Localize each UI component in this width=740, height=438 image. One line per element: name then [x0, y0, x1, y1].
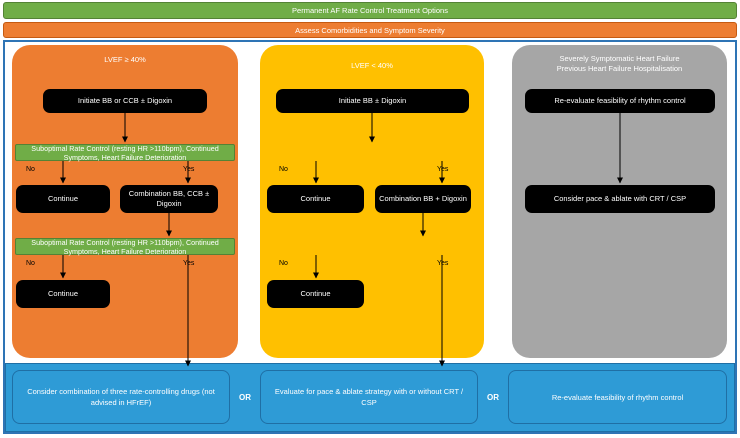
left-decision1-bar: Suboptimal Rate Control (resting HR >110bpm), Continued Symptoms, Heart Failure Deterioration — [15, 144, 235, 161]
left-escalate1-box: Combination BB, CCB ± Digoxin — [120, 185, 218, 213]
left-decision2-bar: Suboptimal Rate Control (resting HR >110bpm), Continued Symptoms, Heart Failure Deterioration — [15, 238, 235, 255]
outcome-option-3: Re-evaluate feasibility of rhythm control — [508, 370, 727, 424]
column-lvef-reduced-title: LVEF < 40% — [351, 61, 393, 70]
right-step1-box: Re-evaluate feasibility of rhythm control — [525, 89, 715, 113]
outcome-option-1: Consider combination of three rate-controlling drugs (not advised in HFrEF) — [12, 370, 230, 424]
left-yes1-label: Yes — [183, 166, 195, 173]
subtitle-banner: Assess Comorbidities and Symptom Severity — [3, 22, 737, 38]
right-step2-box: Consider pace & ablate with CRT / CSP — [525, 185, 715, 213]
middle-continue2-box: Continue — [267, 280, 364, 308]
left-step1-box: Initiate BB or CCB ± Digoxin — [43, 89, 207, 113]
middle-yes1-label: Yes — [437, 166, 449, 173]
column-severe-hf-title-1: Severely Symptomatic Heart Failure — [559, 54, 680, 63]
middle-step1-box: Initiate BB ± Digoxin — [276, 89, 469, 113]
middle-yes2-label: Yes — [437, 260, 449, 267]
left-no2-label: No — [26, 260, 35, 267]
left-yes2-label: Yes — [183, 260, 195, 267]
or-label-1: OR — [239, 392, 251, 402]
outcome-option-2: Evaluate for pace & ablate strategy with or without CRT / CSP — [260, 370, 478, 424]
middle-escalate1-box: Combination BB + Digoxin — [375, 185, 471, 213]
middle-no1-label: No — [279, 166, 288, 173]
column-lvef-preserved-title: LVEF ≥ 40% — [104, 55, 146, 64]
middle-no2-label: No — [279, 260, 288, 267]
title-banner: Permanent AF Rate Control Treatment Options — [3, 2, 737, 19]
left-continue2-box: Continue — [16, 280, 110, 308]
middle-continue1-box: Continue — [267, 185, 364, 213]
or-label-2: OR — [487, 392, 499, 402]
left-continue1-box: Continue — [16, 185, 110, 213]
left-no1-label: No — [26, 166, 35, 173]
column-severe-hf-title-2: Previous Heart Failure Hospitalisation — [556, 64, 683, 73]
